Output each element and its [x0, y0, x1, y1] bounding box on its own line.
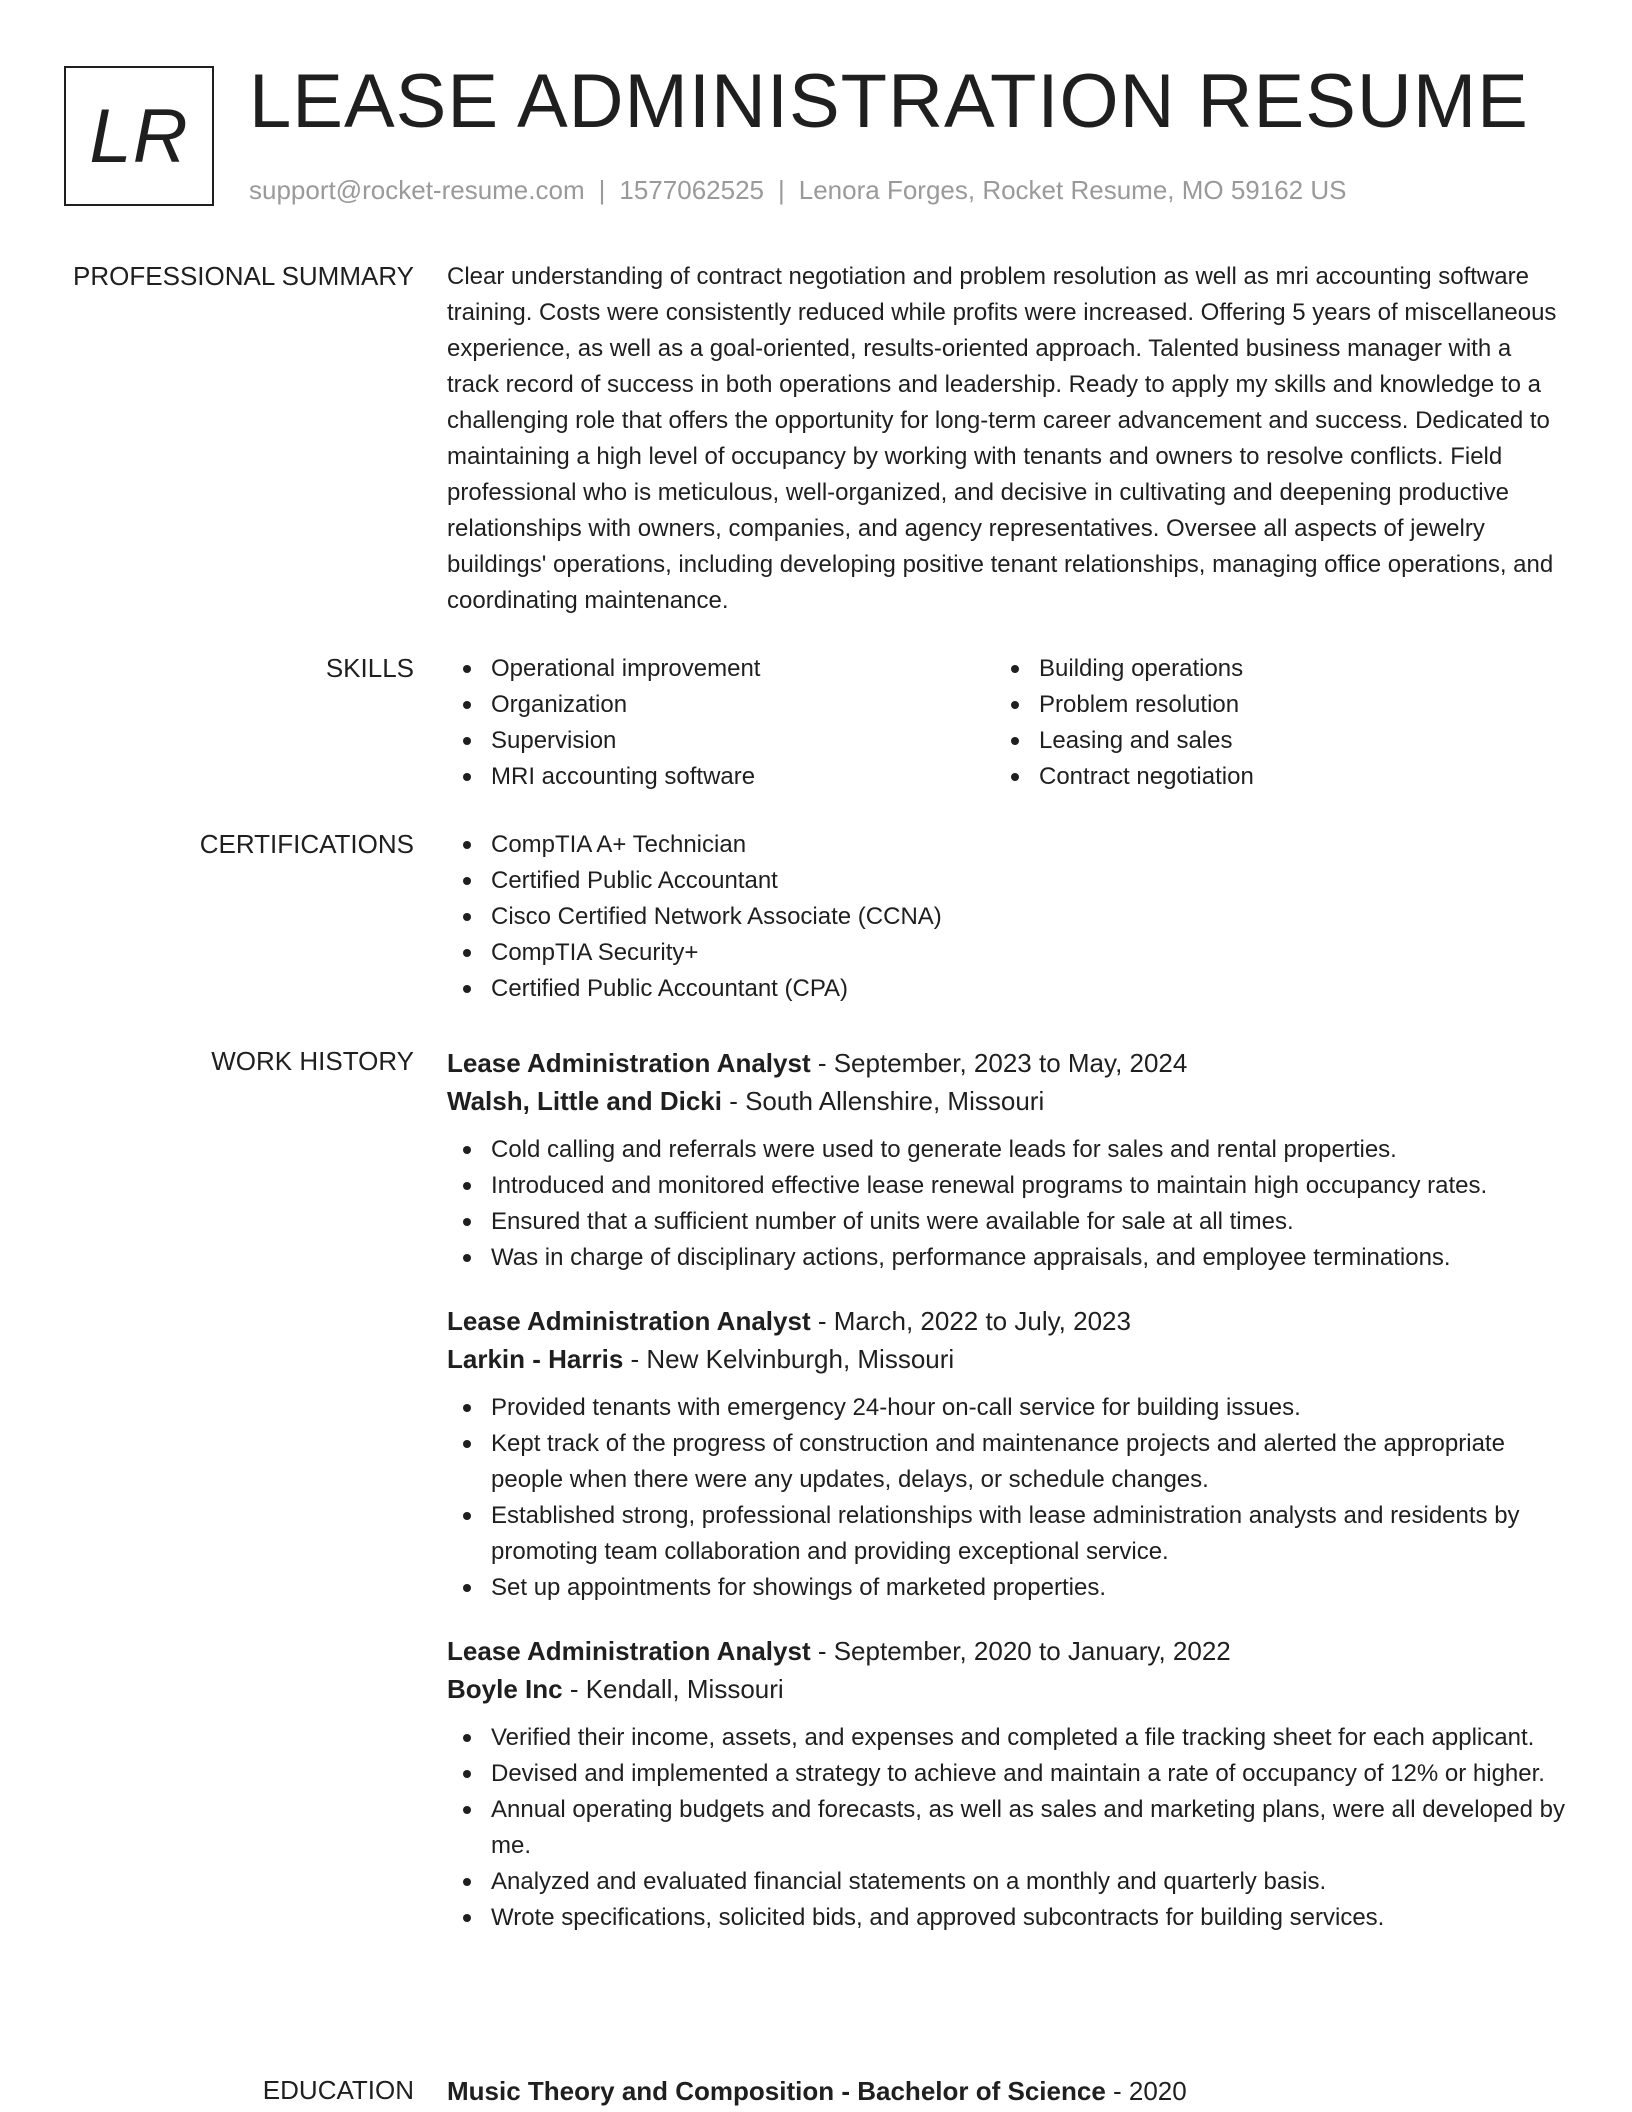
section-label-certifications: CERTIFICATIONS	[199, 829, 414, 859]
skill-item: Operational improvement	[447, 651, 995, 687]
job-bullet: Set up appointments for showings of marketed properties.	[447, 1570, 1567, 1606]
contact-phone: 1577062525	[619, 175, 764, 205]
skill-item: Organization	[447, 687, 995, 723]
work-history-section	[447, 1044, 1567, 1962]
job-company-line	[447, 1340, 1567, 1378]
skills-grid	[447, 651, 1567, 795]
certification-item: Certified Public Accountant (CPA)	[447, 971, 1567, 1007]
contact-line	[249, 172, 1346, 208]
section-label-education: EDUCATION	[262, 2075, 414, 2105]
job-bullet: Ensured that a sufficient number of units were available for sale at all times.	[447, 1204, 1567, 1240]
skill-item: Problem resolution	[995, 687, 1543, 723]
job-bullet: Analyzed and evaluated financial statements on a monthly and quarterly basis.	[447, 1864, 1567, 1900]
contact-separator: |	[598, 175, 606, 205]
section-label-work-history: WORK HISTORY	[211, 1046, 414, 1076]
job-company-line	[447, 1670, 1567, 1708]
skills-section	[447, 651, 1567, 795]
certifications-section	[447, 827, 1567, 1007]
certification-item: Certified Public Accountant	[447, 863, 1567, 899]
job-bullet: Kept track of the progress of construction and maintenance projects and alerted the appropriate people when there were any updates, delays, or schedule changes.	[447, 1426, 1567, 1498]
job-bullets	[447, 1720, 1567, 1936]
job-dates: - March, 2022 to July, 2023	[810, 1306, 1131, 1336]
education-line	[447, 2072, 1567, 2110]
job-bullets	[447, 1390, 1567, 1606]
job-bullet: Cold calling and referrals were used to generate leads for sales and rental properties.	[447, 1132, 1567, 1168]
job-dates: - September, 2020 to January, 2022	[810, 1636, 1231, 1666]
job-bullets	[447, 1132, 1567, 1276]
education-year: - 2020	[1105, 2076, 1187, 2106]
summary-section	[447, 259, 1567, 619]
skills-list-right	[995, 651, 1543, 795]
monogram-logo: LR	[64, 66, 214, 206]
skill-item: Contract negotiation	[995, 759, 1543, 795]
job-bullet: Was in charge of disciplinary actions, performance appraisals, and employee terminations.	[447, 1240, 1567, 1276]
page-title: LEASE ADMINISTRATION RESUME	[249, 59, 1529, 144]
section-label-summary: PROFESSIONAL SUMMARY	[73, 261, 414, 291]
education-degree: Music Theory and Composition - Bachelor of Science	[447, 2076, 1106, 2106]
contact-separator: |	[778, 175, 785, 205]
education-section	[447, 2072, 1567, 2110]
certification-item: Cisco Certified Network Associate (CCNA)	[447, 899, 1567, 935]
job-entry	[447, 1044, 1567, 1276]
job-company-line	[447, 1082, 1567, 1120]
job-title: Lease Administration Analyst	[447, 1636, 811, 1666]
skill-item: MRI accounting software	[447, 759, 995, 795]
summary-text: Clear understanding of contract negotiation and problem resolution as well as mri accounting software training. Costs were consistently reduced while profits were increased. Offering 5 years of miscellaneous experience, as well as a goal-oriented, results-oriented approach. Talented business manager with a track record of success in both operations and leadership. Ready to apply my skills and knowledge to a challenging role that offers the opportunity for long-term career advancement and success. Dedicated to maintaining a high level of occupancy by working with tenants and owners to resolve conflicts. Field professional who is meticulous, well-organized, and decisive in cultivating and deepening productive relationships with owners, companies, and agency representatives. Oversee all aspects of jewelry buildings' operations, including developing positive tenant relationships, managing office operations, and coordinating maintenance.	[447, 263, 1557, 614]
job-company: Boyle Inc	[447, 1674, 563, 1704]
job-bullet: Introduced and monitored effective lease renewal programs to maintain high occupancy rates.	[447, 1168, 1567, 1204]
contact-address: Lenora Forges, Rocket Resume, MO 59162 US	[798, 175, 1347, 205]
job-bullet: Established strong, professional relationships with lease administration analysts and residents by promoting team collaboration and providing exceptional service.	[447, 1498, 1567, 1570]
job-company: Walsh, Little and Dicki	[447, 1086, 722, 1116]
skills-list-left	[447, 651, 995, 795]
job-location: - New Kelvinburgh, Missouri	[623, 1344, 955, 1374]
job-entry	[447, 1302, 1567, 1606]
job-location: - Kendall, Missouri	[562, 1674, 784, 1704]
job-company: Larkin - Harris	[447, 1344, 624, 1374]
job-location: - South Allenshire, Missouri	[721, 1086, 1045, 1116]
section-label-skills: SKILLS	[325, 653, 414, 683]
contact-email: support@rocket-resume.com	[249, 175, 585, 205]
job-entry	[447, 1632, 1567, 1936]
certification-item: CompTIA Security+	[447, 935, 1567, 971]
job-title-line	[447, 1302, 1567, 1340]
job-bullet: Wrote specifications, solicited bids, and approved subcontracts for building services.	[447, 1900, 1567, 1936]
job-bullet: Verified their income, assets, and expenses and completed a file tracking sheet for each applicant.	[447, 1720, 1567, 1756]
job-title-line	[447, 1632, 1567, 1670]
skill-item: Supervision	[447, 723, 995, 759]
job-title: Lease Administration Analyst	[447, 1306, 811, 1336]
job-dates: - September, 2023 to May, 2024	[810, 1048, 1188, 1078]
certifications-list	[447, 827, 1567, 1007]
job-title: Lease Administration Analyst	[447, 1048, 811, 1078]
skill-item: Leasing and sales	[995, 723, 1543, 759]
job-bullet: Annual operating budgets and forecasts, as well as sales and marketing plans, were all developed by me.	[447, 1792, 1567, 1864]
job-title-line	[447, 1044, 1567, 1082]
job-bullet: Devised and implemented a strategy to achieve and maintain a rate of occupancy of 12% or higher.	[447, 1756, 1567, 1792]
certification-item: CompTIA A+ Technician	[447, 827, 1567, 863]
skill-item: Building operations	[995, 651, 1543, 687]
job-bullet: Provided tenants with emergency 24-hour on-call service for building issues.	[447, 1390, 1567, 1426]
